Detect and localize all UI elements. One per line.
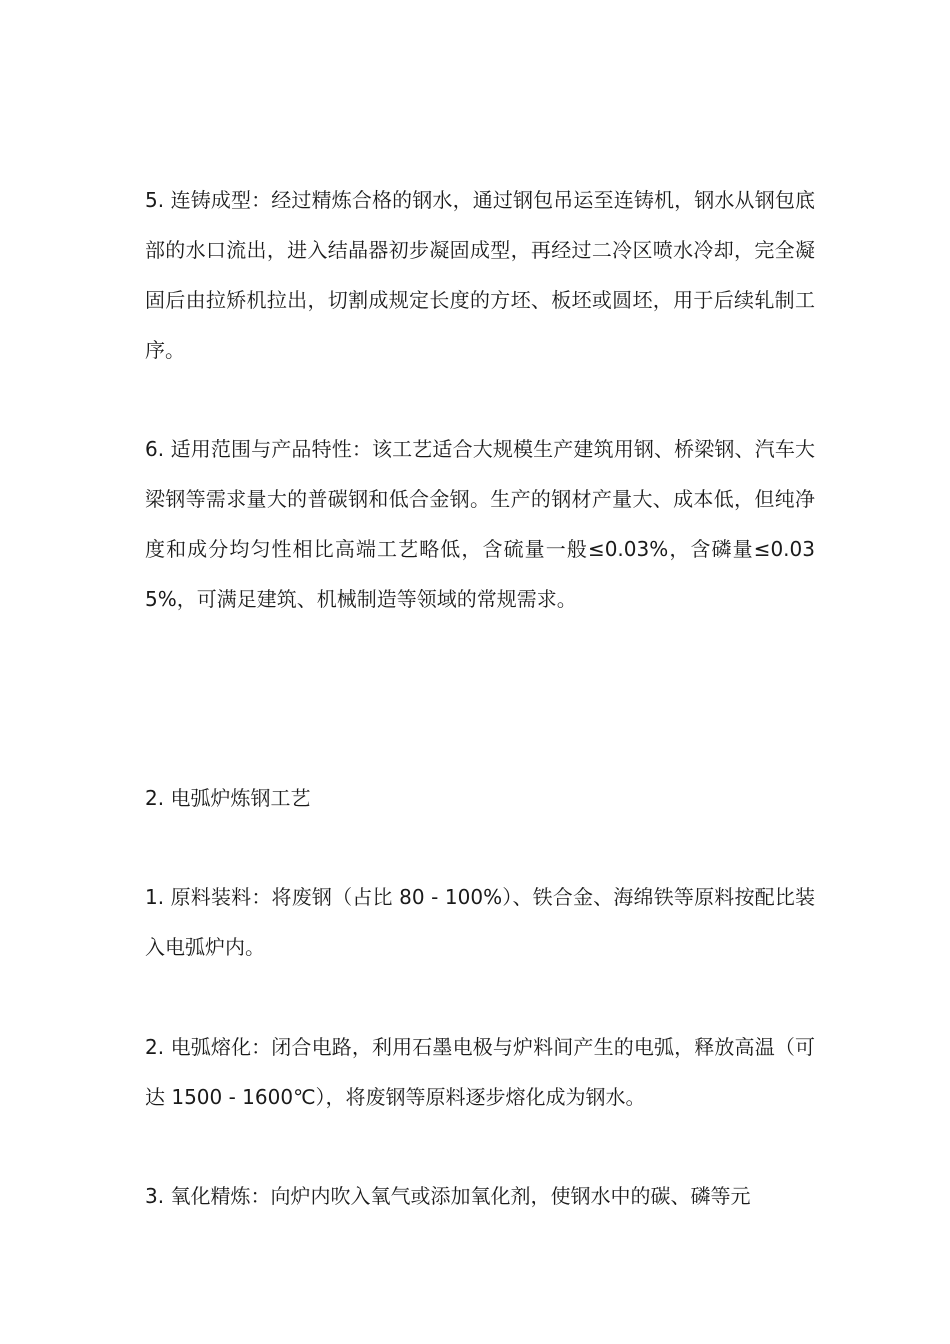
paragraph-oxidation-refining: 3. 氧化精炼：向炉内吹入氧气或添加氧化剂，使钢水中的碳、磷等元 bbox=[145, 1184, 751, 1208]
section-heading-eaf: 2. 电弧炉炼钢工艺 bbox=[145, 786, 311, 810]
paragraph-scope-and-properties: 6. 适用范围与产品特性：该工艺适合大规模生产建筑用钢、桥梁钢、汽车大梁钢等需求量大的普碳钢和低合金钢。生产的钢材产量大、成本低，但纯净度和成分均匀性相比高端工艺略低，含硫量一般≤0.03%，含磷量≤0.035%，可满足建筑、机械制造等领域的常规需求。 bbox=[145, 437, 815, 611]
paragraph-arc-melting: 2. 电弧熔化：闭合电路，利用石墨电极与炉料间产生的电弧，释放高温（可达 1500 - 1600℃），将废钢等原料逐步熔化成为钢水。 bbox=[145, 1035, 815, 1109]
paragraph-raw-material-charging: 1. 原料装料：将废钢（占比 80 - 100%）、铁合金、海绵铁等原料按配比装入电弧炉内。 bbox=[145, 885, 815, 959]
paragraph-continuous-casting: 5. 连铸成型：经过精炼合格的钢水，通过钢包吊运至连铸机，钢水从钢包底部的水口流出，进入结晶器初步凝固成型，再经过二冷区喷水冷却，完全凝固后由拉矫机拉出，切割成规定长度的方坯、板坯或圆坯，用于后续轧制工序。 bbox=[145, 188, 815, 362]
